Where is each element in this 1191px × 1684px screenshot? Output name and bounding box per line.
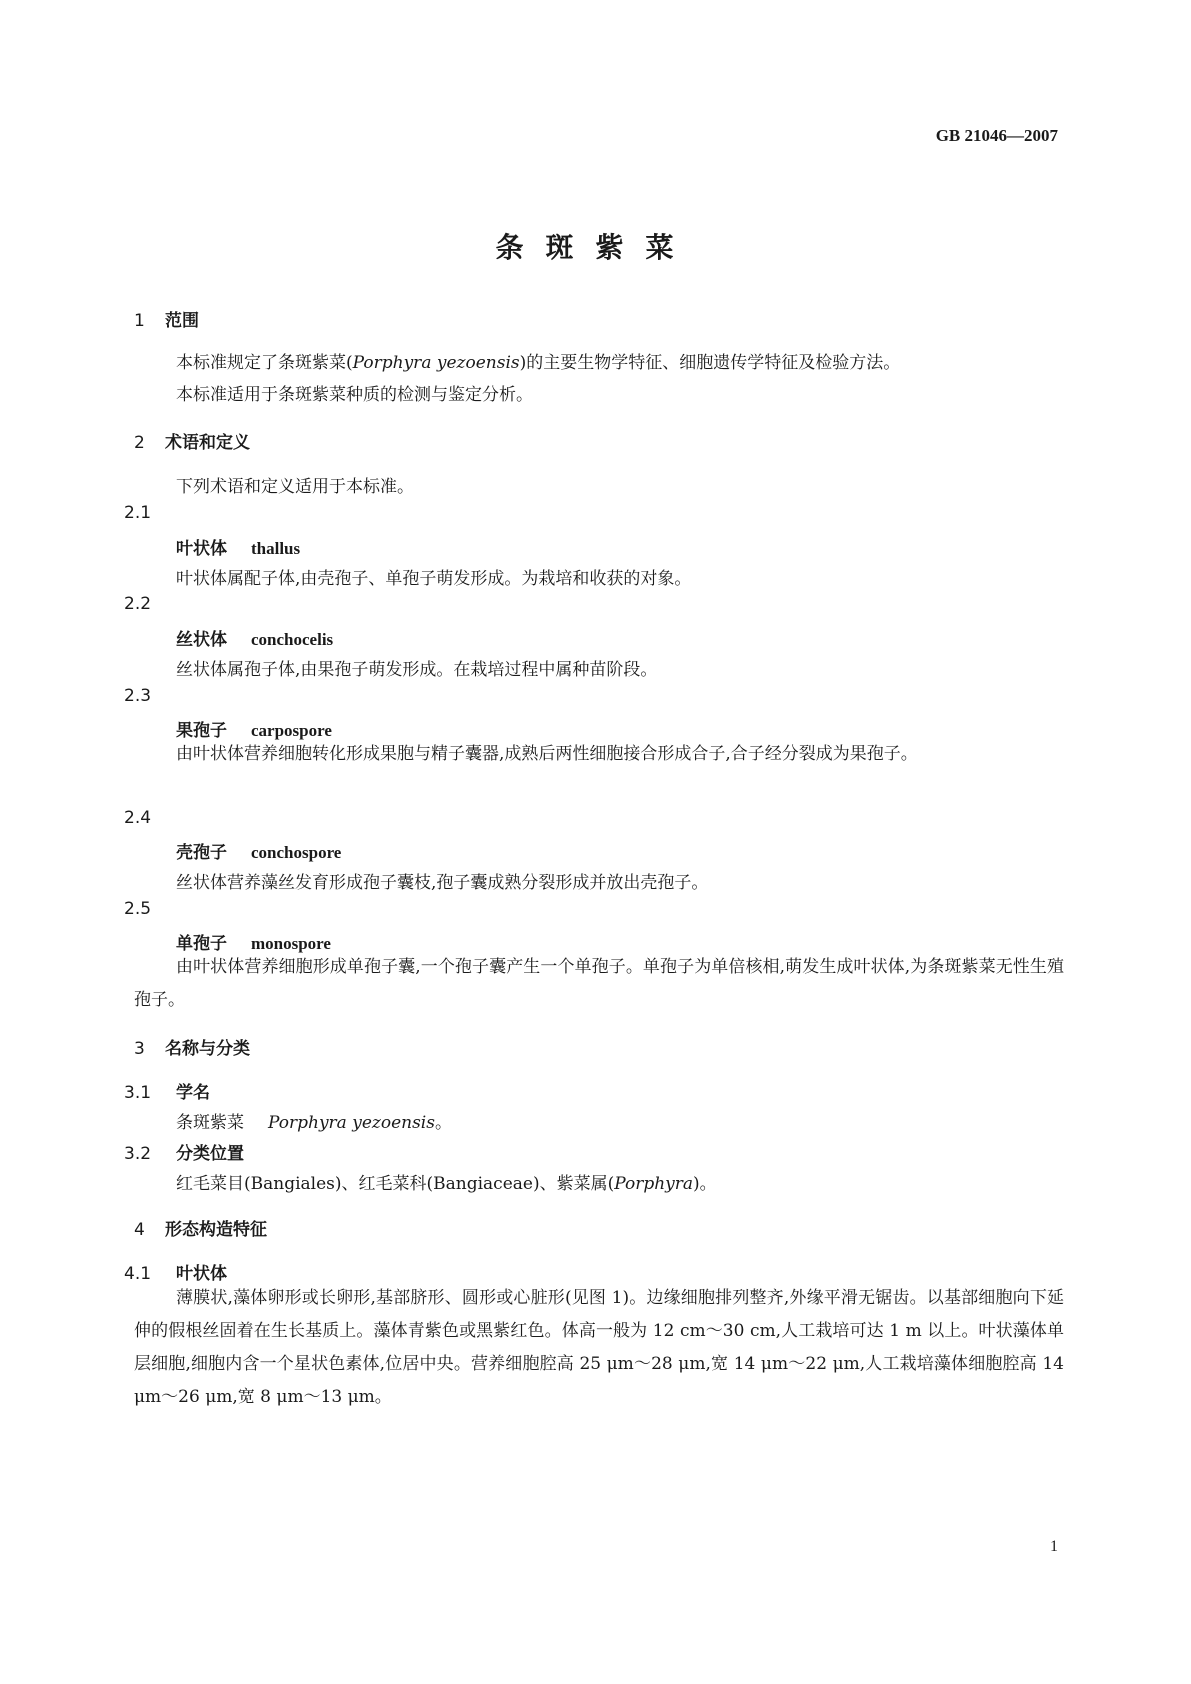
section-3-heading	[134, 1034, 250, 1059]
subsection-3-1-heading: 3.1 学名	[124, 1083, 210, 1103]
section-number: 4	[134, 1220, 145, 1240]
scope-paragraph-1: 本标准规定了条斑紫菜(Porphyra yezoensis)的主要生物学特征、细胞遗传学特征及检验方法。	[176, 353, 901, 373]
section-number: 3	[134, 1039, 145, 1059]
term-heading: 果孢子 carpospore	[176, 721, 332, 741]
subsection-3-2-heading: 3.2 分类位置	[124, 1144, 244, 1164]
document-title: 条斑紫菜	[495, 231, 696, 264]
scope-paragraph-2: 本标准适用于条斑紫菜种质的检测与鉴定分析。	[176, 385, 533, 405]
terms-intro: 下列术语和定义适用于本标准。	[176, 477, 414, 497]
genus-name: Porphyra	[614, 1174, 694, 1194]
term-definition: 丝状体营养藻丝发育形成孢子囊枝,孢子囊成熟分裂形成并放出壳孢子。	[176, 873, 709, 893]
section-number: 1	[134, 311, 145, 331]
section-4-heading	[134, 1215, 267, 1240]
term-heading: 单孢子 monospore	[176, 934, 331, 954]
species-name: Porphyra yezoensis	[352, 353, 520, 373]
standard-code: GB 21046—2007	[935, 126, 1058, 145]
section-title: 形态构造特征	[165, 1220, 267, 1240]
section-1-heading	[134, 306, 199, 331]
section-2-heading	[134, 428, 250, 453]
subsection-4-1-heading: 4.1 叶状体	[124, 1264, 227, 1284]
section-title: 名称与分类	[165, 1039, 250, 1059]
term-definition: 由叶状体营养细胞转化形成果胞与精子囊器,成熟后两性细胞接合形成合子,合子经分裂成为果孢子。	[176, 744, 918, 764]
term-definition: 叶状体属配子体,由壳孢子、单孢子萌发形成。为栽培和收获的对象。	[176, 569, 692, 589]
term-heading: 叶状体 thallus	[176, 539, 301, 559]
clause-number: 2.3	[124, 686, 152, 706]
term-definition: 由叶状体营养细胞形成单孢子囊,一个孢子囊产生一个单孢子。单孢子为单倍核相,萌发生成叶状体,为条斑紫菜无性生殖孢子。	[134, 957, 1064, 1010]
scientific-name: 条斑紫菜 Porphyra yezoensis。	[176, 1113, 452, 1133]
clause-number: 2.2	[124, 594, 152, 614]
clause-number: 2.1	[124, 503, 152, 523]
clause-number: 2.5	[124, 899, 152, 919]
term-heading: 壳孢子 conchospore	[176, 843, 342, 863]
section-number: 2	[134, 433, 145, 453]
thallus-description: 薄膜状,藻体卵形或长卵形,基部脐形、圆形或心脏形(见图 1)。边缘细胞排列整齐,外缘平滑无锯齿。以基部细胞向下延伸的假根丝固着在生长基质上。藻体青紫色或黑紫红色。体高一般为 12 cm～30 cm,人工栽培可达 1 m 以上。叶状藻体单层细胞,细胞内含一个星状色素体,位居中央。营养细胞腔高 25 μm～28 μm,宽 14 μm～22 μm,人工栽培藻体细胞腔高 14 μm～26 μm,宽 8 μm～13 μm。	[134, 1288, 1064, 1407]
taxonomy-line: 红毛菜目(Bangiales)、红毛菜科(Bangiaceae)、紫菜属(Porphyra)。	[176, 1174, 717, 1194]
clause-number: 2.4	[124, 808, 152, 828]
species-name: Porphyra yezoensis	[268, 1113, 435, 1133]
section-title: 术语和定义	[165, 433, 250, 453]
term-definition: 丝状体属孢子体,由果孢子萌发形成。在栽培过程中属种苗阶段。	[176, 660, 658, 680]
section-title: 范围	[165, 311, 199, 331]
page-number: 1	[1050, 1538, 1058, 1555]
term-heading: 丝状体 conchocelis	[176, 630, 334, 650]
